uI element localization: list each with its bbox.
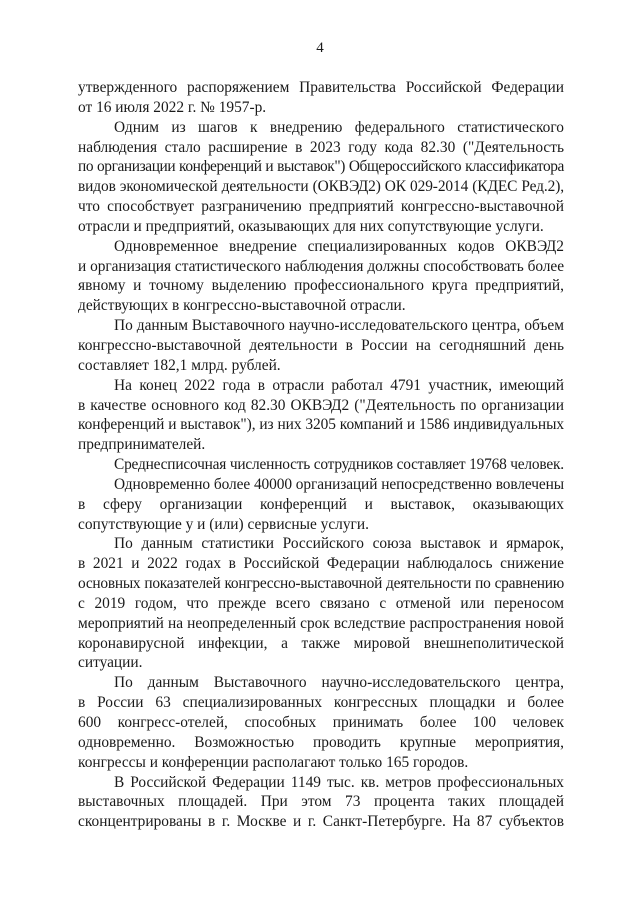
text-line: утвержденного распоряжением Правительства Российской Федерации bbox=[78, 79, 564, 96]
text-line: выставочных площадей. При этом 73 процента таких площадей bbox=[78, 793, 564, 811]
paragraph bbox=[78, 118, 564, 237]
text-line: Среднесписочная численность сотрудников составляет 19768 человек. bbox=[114, 456, 564, 474]
text-line: Одновременно более 40000 организаций непосредственно вовлечены bbox=[114, 475, 564, 493]
text-line: в России 63 специализированных конгрессных площадки и более bbox=[78, 694, 564, 712]
text-line: составляет 182,1 млрд. рублей. bbox=[78, 356, 281, 374]
paragraph bbox=[78, 316, 564, 376]
text-line: с 2019 годом, что прежде всего связано с отменой или переносом bbox=[78, 594, 564, 612]
text-line: наблюдения стало расширение в 2023 году кода 82.30 ("Деятельность bbox=[78, 138, 564, 156]
text-line: предпринимателей. bbox=[78, 436, 206, 454]
text-line: Одним из шагов к внедрению федерального статистического bbox=[114, 118, 564, 136]
paragraph bbox=[78, 534, 564, 673]
text-line: конференций и выставок"), из них 3205 компаний и 1586 индивидуальных bbox=[78, 416, 564, 434]
paragraph bbox=[78, 475, 564, 535]
text-line: отрасли и предприятий, оказывающих для них сопутствующие услуги. bbox=[78, 217, 544, 235]
text-line: что способствует разграничению предприятий конгрессно-выставочной bbox=[78, 198, 564, 216]
text-line: По данным Выставочного научно-исследовательского центра, bbox=[114, 674, 564, 692]
text-line: в качестве основного код 82.30 ОКВЭД2 ("Деятельность по организации bbox=[78, 396, 564, 414]
text-line: сконцентрированы в г. Москве и г. Санкт-Петербурге. На 87 субъектов bbox=[78, 813, 564, 831]
text-line: основных показателей конгрессно-выставочной деятельности по сравнению bbox=[78, 575, 564, 593]
text-line: 600 конгресс-отелей, способных принимать более 100 человек bbox=[78, 714, 564, 731]
text-line: в 2021 и 2022 годах в Российской Федерации наблюдалось снижение bbox=[78, 555, 564, 573]
paragraph bbox=[78, 673, 564, 772]
text-line: ситуации. bbox=[78, 654, 143, 672]
body-text bbox=[78, 78, 564, 832]
paragraph bbox=[78, 773, 564, 833]
text-line: и организация статистического наблюдения должны способствовать более bbox=[78, 257, 564, 275]
text-line: действующих в конгрессно-выставочной отрасли. bbox=[78, 297, 406, 315]
text-line: одновременно. Возможностью проводить крупные мероприятия, bbox=[78, 733, 564, 751]
text-line: конгрессно-выставочной деятельности в России на сегодняшний день bbox=[78, 336, 564, 354]
text-line: от 16 июля 2022 г. № 1957-р. bbox=[78, 98, 267, 116]
text-line: в сферу организации конференций и выставок, оказывающих bbox=[78, 495, 564, 513]
text-line: мероприятий на неопределенный срок вследствие распространения новой bbox=[78, 614, 564, 632]
text-line: по организации конференций и выставок") Общероссийского классификатора bbox=[78, 158, 564, 176]
paragraph bbox=[78, 455, 564, 475]
text-line: сопутствующие у и (или) сервисные услуги. bbox=[78, 515, 369, 533]
text-line: видов экономической деятельности (ОКВЭД2) ОК 029-2014 (КДЕС Ред.2), bbox=[78, 178, 564, 196]
text-line: В Российской Федерации 1149 тыс. кв. метров профессиональных bbox=[114, 773, 564, 791]
paragraph bbox=[78, 78, 564, 118]
text-line: коронавирусной инфекции, а также мировой внешнеполитической bbox=[78, 634, 564, 652]
text-line: По данным Выставочного научно-исследовательского центра, объем bbox=[114, 317, 564, 335]
text-line: Одновременное внедрение специализированных кодов ОКВЭД2 bbox=[114, 237, 564, 255]
text-line: По данным статистики Российского союза выставок и ярмарок, bbox=[114, 535, 564, 553]
paragraph bbox=[78, 376, 564, 455]
page-number: 4 bbox=[316, 40, 324, 56]
text-line: конгрессы и конференции располагают только 165 городов. bbox=[78, 753, 469, 771]
paragraph bbox=[78, 237, 564, 316]
text-line: явному и точному выделению профессионального круга предприятий, bbox=[78, 277, 564, 295]
text-line: На конец 2022 года в отрасли работал 4791 участник, имеющий bbox=[114, 376, 564, 394]
